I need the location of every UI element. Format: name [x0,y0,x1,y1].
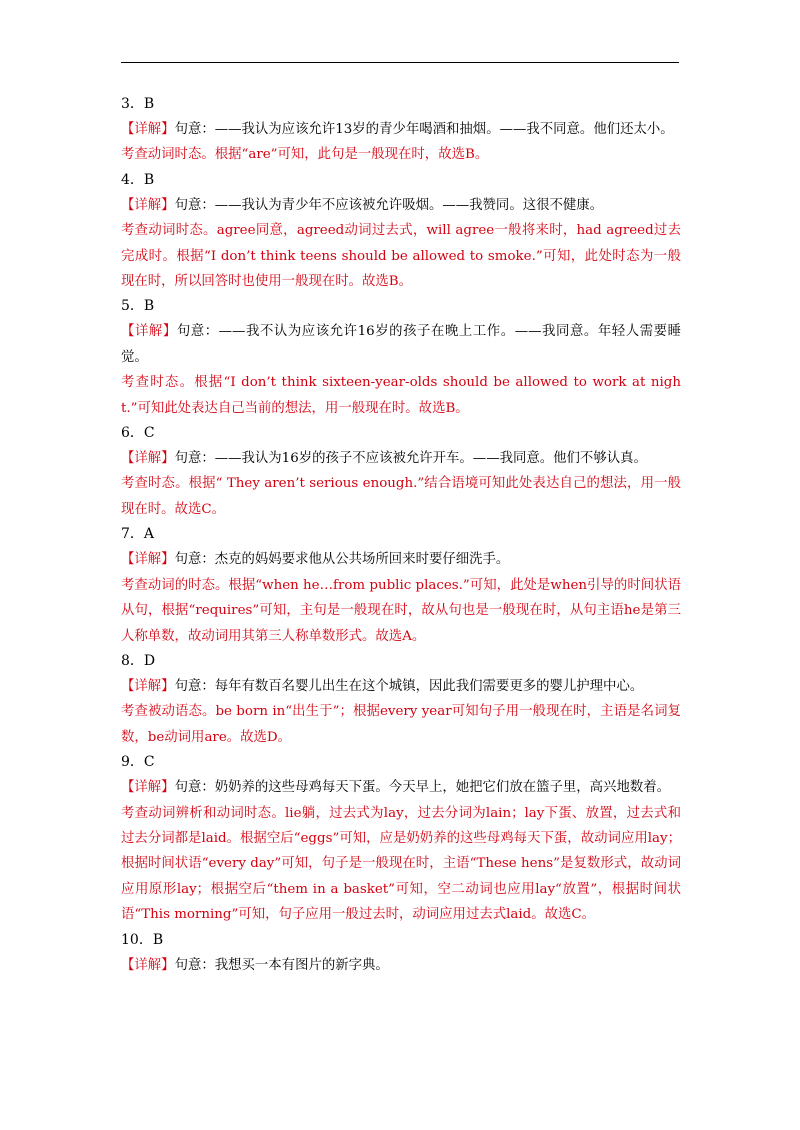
detail-tag: 【详解】 [121,957,175,973]
answer-number: 7．A [121,526,155,543]
answer-item-3 [121,92,681,168]
analysis-paragraph: 考查动词时态。agree同意，agreed动词过去式，will agree一般将来时，had agreed过去完成时。根据“I don’t think teens should be allowed to smoke.”可知，此处时态为一般现在时，所以回答时也使用一般现在时。故选B。 [121,223,681,290]
detail-text: 句意：每年有数百名婴儿出生在这个城镇，因此我们需要更多的婴儿护理中心。 [174,678,644,694]
detail-paragraph [121,446,681,471]
detail-paragraph [121,775,681,800]
detail-tag: 【详解】 [121,197,175,213]
analysis-paragraph: 考查动词的时态。根据“when he…from public places.”可知，此处是when引导的时间状语从句，根据“requires”可知，主句是一般现在时，故从句也是一般现在时，从句主语he是第三人称单数，故动词用其第三人称单数形式。故选A。 [121,577,681,644]
answer-number: 3．B [121,96,155,112]
detail-paragraph [121,117,681,142]
answer-number: 10．B [121,931,164,948]
detail-paragraph [121,193,681,218]
analysis-paragraph: 考查时态。根据“I don’t think sixteen-year-olds should be allowed to work at night.”可知此处表达自己当前的想法，用一般现在时。故选B。 [121,375,681,416]
detail-text: 句意：——我认为青少年不应该被允许吸烟。——我赞同。这很不健康。 [174,197,604,213]
header-rule [121,62,679,63]
detail-tag: 【详解】 [121,552,175,568]
answer-item-8 [121,649,681,750]
answer-item-10 [121,928,681,978]
detail-paragraph [121,319,681,370]
answer-number: 9．C [121,754,155,771]
detail-tag: 【详解】 [121,678,175,694]
analysis-paragraph: 考查时态。根据“ They aren’t serious enough.”结合语境可知此处表达自己的想法，用一般现在时。故选C。 [121,476,681,517]
detail-text: 句意：杰克的妈妈要求他从公共场所回来时要仔细洗手。 [174,552,510,568]
detail-paragraph [121,953,681,978]
detail-text: 句意：——我不认为应该允许16岁的孩子在晚上工作。——我同意。年轻人需要睡觉。 [121,324,681,365]
detail-paragraph [121,674,681,699]
answer-item-7 [121,522,681,649]
detail-text: 句意：我想买一本有图片的新字典。 [174,957,389,973]
detail-text: 句意：——我认为16岁的孩子不应该被允许开车。——我同意。他们不够认真。 [174,451,647,467]
analysis-paragraph: 考查被动语态。be born in“出生于”；根据every year可知句子用一般现在时，主语是名词复数，be动词用are。故选D。 [121,704,681,745]
detail-paragraph [121,547,681,572]
answer-number: 8．D [121,652,156,669]
answer-item-5 [121,294,681,421]
answer-number: 4．B [121,171,155,188]
detail-tag: 【详解】 [121,780,175,796]
detail-text: 句意：奶奶养的这些母鸡每天下蛋。今天早上，她把它们放在篮子里，高兴地数着。 [174,780,671,796]
analysis-paragraph: 考查动词辨析和动词时态。lie躺，过去式为lay，过去分词为lain；lay下蛋、放置，过去式和过去分词都是laid。根据空后“eggs”可知，应是奶奶养的这些母鸡每天下蛋，故动词应用lay；根据时间状语“every day”可知，句子是一般现在时，主语“These hens”是复数形式，故动词应用原形lay；根据空后“them in a basket”可知，空二动词也应用lay“放置”，根据时间状语“This morning”可知，句子应用一般过去时，动词应用过去式laid。故选C。 [121,805,681,923]
detail-tag: 【详解】 [121,451,175,467]
answer-explanations [121,92,681,978]
detail-text: 句意：——我认为应该允许13岁的青少年喝酒和抽烟。——我不同意。他们还太小。 [174,122,674,137]
answer-item-6 [121,421,681,522]
detail-tag: 【详解】 [121,122,175,137]
answer-number: 5．B [121,298,155,315]
answer-item-4 [121,168,681,295]
analysis-paragraph: 考查动词时态。根据“are”可知，此句是一般现在时，故选B。 [121,147,489,163]
answer-item-9 [121,750,681,927]
answer-number: 6．C [121,425,155,442]
detail-tag: 【详解】 [121,324,177,340]
